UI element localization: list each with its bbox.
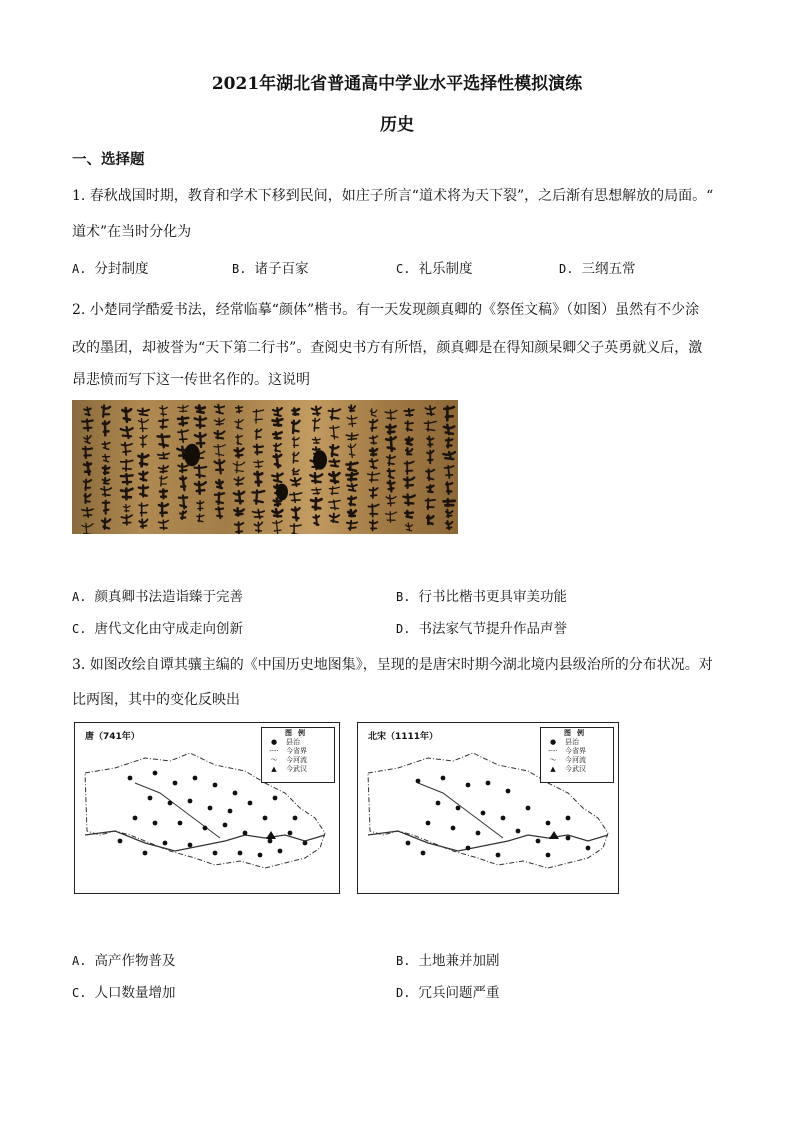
county-seat-dot xyxy=(258,853,263,858)
brush-stroke xyxy=(293,452,299,463)
brush-stroke xyxy=(273,408,282,416)
brush-stroke xyxy=(290,493,302,503)
brush-stroke xyxy=(121,474,133,484)
county-seat-dot xyxy=(203,826,208,831)
brush-stroke xyxy=(253,510,264,519)
brush-stroke xyxy=(139,485,148,496)
q1-stem-line1: 1. 春秋战国时期，教育和学术下移到民间，如庄子所言“道术将为天下裂”，之后渐有思想解放的局面。“ xyxy=(72,188,714,204)
brush-stroke xyxy=(427,516,433,524)
county-seat-dot xyxy=(426,821,431,826)
brush-stroke xyxy=(292,437,299,448)
brush-stroke xyxy=(347,416,357,427)
county-seat-dot xyxy=(421,851,426,856)
brush-stroke xyxy=(138,408,149,415)
brush-stroke xyxy=(348,497,356,506)
brush-stroke xyxy=(446,521,453,529)
line-icon: 〜 xyxy=(270,756,278,764)
brush-stroke xyxy=(346,433,358,440)
brush-stroke xyxy=(195,416,206,427)
brush-stroke xyxy=(84,480,91,491)
q3-option-b[interactable]: B. 土地兼并加剧 xyxy=(396,953,500,969)
wuhan-triangle xyxy=(549,831,559,839)
brush-stroke xyxy=(102,442,110,449)
legend-item-wuhan: ▲ 今武汉 xyxy=(265,765,331,774)
subject-title: 历史 xyxy=(380,115,414,135)
county-seat-dot xyxy=(213,783,218,788)
brush-stroke xyxy=(159,503,168,516)
brush-stroke xyxy=(330,445,338,456)
brush-stroke xyxy=(178,405,188,412)
brush-stroke xyxy=(196,406,205,413)
county-seat-dot xyxy=(416,779,421,784)
county-seat-dot xyxy=(546,821,551,826)
county-seat-dot xyxy=(536,839,541,844)
brush-stroke xyxy=(427,436,433,446)
brush-stroke xyxy=(215,460,225,474)
q3-option-d[interactable]: D. 冗兵问题严重 xyxy=(396,985,500,1001)
brush-stroke xyxy=(121,460,133,471)
county-seat-dot xyxy=(486,781,491,786)
brush-stroke xyxy=(329,487,339,495)
river-han xyxy=(135,783,220,838)
brush-stroke xyxy=(160,476,168,486)
brush-stroke xyxy=(403,495,414,505)
brush-stroke xyxy=(330,426,339,439)
brush-stroke xyxy=(255,429,261,439)
brush-stroke xyxy=(444,407,454,421)
brush-stroke xyxy=(254,460,263,468)
legend-heading: 图例 xyxy=(285,729,311,737)
county-seat-dot xyxy=(148,796,153,801)
brush-stroke xyxy=(385,410,397,420)
brush-stroke xyxy=(370,409,377,417)
county-seat-dot xyxy=(441,776,446,781)
brush-stroke xyxy=(84,494,90,503)
brush-stroke xyxy=(84,462,91,474)
brush-stroke xyxy=(347,521,357,530)
triangle-icon: ▲ xyxy=(550,765,556,773)
map-song-legend xyxy=(540,727,614,783)
brush-stroke xyxy=(370,520,378,530)
county-seat-dot xyxy=(223,823,228,828)
brush-stroke xyxy=(292,468,299,475)
q1-option-c[interactable]: C. 礼乐制度 xyxy=(396,261,473,277)
county-seat-dot xyxy=(451,826,456,831)
brush-stroke xyxy=(347,483,356,490)
brush-stroke xyxy=(122,408,131,422)
brush-stroke xyxy=(139,519,147,528)
brush-stroke xyxy=(139,454,149,466)
county-seat-dot xyxy=(143,851,148,856)
brush-stroke xyxy=(158,453,169,459)
brush-stroke xyxy=(386,437,396,451)
brush-stroke xyxy=(121,427,133,438)
county-seat-dot xyxy=(436,801,441,806)
legend-item-border: -·-· 今省界 xyxy=(544,747,610,756)
brush-stroke xyxy=(195,433,206,447)
line-icon: 〜 xyxy=(549,756,557,764)
county-seat-dot xyxy=(526,806,531,811)
brush-stroke xyxy=(348,510,356,516)
brush-stroke xyxy=(443,452,455,459)
brush-stroke xyxy=(178,464,188,473)
brush-stroke xyxy=(445,466,454,478)
legend-item-border: -·-· 今省界 xyxy=(265,747,331,756)
brush-stroke xyxy=(255,472,263,486)
brush-stroke xyxy=(102,405,110,416)
brush-stroke xyxy=(215,405,225,414)
q2-stem-line3: 昂悲愤而写下这一传世名作的。这说明 xyxy=(72,372,310,388)
q3-stem-line2: 比两图，其中的变化反映出 xyxy=(72,692,240,708)
brush-stroke xyxy=(83,447,92,458)
brush-stroke xyxy=(329,472,339,483)
county-seat-dot xyxy=(278,849,283,854)
county-seat-dot xyxy=(406,841,411,846)
county-seat-dot xyxy=(466,783,471,788)
brush-stroke xyxy=(158,434,170,447)
county-seat-dot xyxy=(496,853,501,858)
brush-stroke xyxy=(426,469,434,480)
brush-stroke xyxy=(103,455,110,462)
brush-stroke xyxy=(387,455,395,465)
brush-stroke xyxy=(235,419,243,428)
brush-stroke xyxy=(406,448,412,455)
county-seat-dot xyxy=(133,816,138,821)
brush-stroke xyxy=(370,448,377,455)
legend-item-county: ● 县治 xyxy=(544,738,610,747)
brush-stroke xyxy=(236,406,243,413)
brush-stroke xyxy=(178,430,188,442)
brush-stroke xyxy=(103,501,109,514)
brush-stroke xyxy=(82,419,93,430)
q1-option-a[interactable]: A. 分封制度 xyxy=(72,261,149,277)
brush-stroke xyxy=(101,487,112,497)
dash-dot-line-icon: -·-· xyxy=(548,747,558,755)
legend-item-river: 〜 今河流 xyxy=(265,756,331,765)
county-seat-dot xyxy=(208,806,213,811)
brush-stroke xyxy=(405,421,413,431)
brush-stroke xyxy=(424,421,436,431)
brush-stroke xyxy=(386,425,395,434)
q2-stem-line2: 改的墨团，却被誉为“天下第二行书”。查阅史书方有所悟，颜真卿是在得知颜杲卿父子英勇就义后，激 xyxy=(72,340,703,356)
brush-stroke xyxy=(368,472,380,482)
brush-stroke xyxy=(385,512,396,523)
county-seat-dot xyxy=(238,851,243,856)
ink-blot xyxy=(184,444,200,466)
q1-stem-line2: 道术”在当时分化为 xyxy=(72,224,192,240)
county-seat-dot xyxy=(456,806,461,811)
brush-stroke xyxy=(82,523,93,534)
map-song xyxy=(357,722,619,894)
brush-stroke xyxy=(328,409,340,420)
county-seat-dot xyxy=(233,791,238,796)
county-seat-dot xyxy=(501,816,506,821)
brush-stroke xyxy=(235,448,244,457)
brush-stroke xyxy=(274,454,282,467)
brush-stroke xyxy=(311,498,322,509)
brush-stroke xyxy=(123,505,130,512)
county-seat-dot xyxy=(243,831,248,836)
brush-stroke xyxy=(253,410,263,423)
legend-item-wuhan: ▲ 今武汉 xyxy=(544,765,610,774)
brush-stroke xyxy=(179,496,187,509)
county-seat-dot xyxy=(178,821,183,826)
brush-stroke xyxy=(216,507,223,518)
q3-option-a[interactable]: A. 高产作物普及 xyxy=(72,953,176,969)
brush-stroke xyxy=(103,478,110,484)
brush-stroke xyxy=(234,508,243,515)
q3-stem-line1: 3. 如图改绘自谭其骧主编的《中国历史地图集》，呈现的是唐宋时期今湖北境内县级治所的分布状况。对 xyxy=(72,657,713,673)
county-seat-dot xyxy=(228,809,233,814)
brush-stroke xyxy=(215,418,225,425)
brush-stroke xyxy=(370,436,378,444)
brush-stroke xyxy=(388,469,395,478)
county-seat-dot xyxy=(288,831,293,836)
county-seat-dot xyxy=(293,816,298,821)
brush-stroke xyxy=(446,438,453,447)
county-seat-dot xyxy=(173,781,178,786)
brush-stroke xyxy=(349,405,355,411)
brush-stroke xyxy=(273,521,283,534)
county-seat-dot xyxy=(168,801,173,806)
q3-option-c[interactable]: C. 人口数量增加 xyxy=(72,985,176,1001)
county-seat-dot xyxy=(153,771,158,776)
brush-stroke xyxy=(312,488,321,495)
brush-stroke xyxy=(140,435,147,447)
legend-heading: 图例 xyxy=(564,729,590,737)
brush-stroke xyxy=(234,477,243,486)
brush-stroke xyxy=(82,508,93,518)
brush-stroke xyxy=(160,406,167,416)
brush-stroke xyxy=(404,477,414,488)
brush-stroke xyxy=(159,419,168,429)
brush-stroke xyxy=(233,462,245,473)
river-han xyxy=(418,783,503,838)
brush-stroke xyxy=(405,461,414,474)
county-seat-dot xyxy=(273,796,278,801)
brush-stroke xyxy=(444,499,455,506)
brush-stroke xyxy=(368,504,378,516)
legend-item-river: 〜 今河流 xyxy=(544,756,610,765)
ink-blot xyxy=(276,484,288,501)
brush-stroke xyxy=(103,466,109,474)
q2-option-c[interactable]: C. 唐代文化由守成走向创新 xyxy=(72,621,243,637)
brush-stroke xyxy=(160,490,167,499)
county-seat-dot xyxy=(153,821,158,826)
brush-stroke xyxy=(84,407,91,415)
brush-stroke xyxy=(370,488,378,498)
brush-stroke xyxy=(102,519,110,529)
brush-stroke xyxy=(312,406,321,415)
brush-stroke xyxy=(234,491,244,503)
brush-stroke xyxy=(291,478,301,486)
brush-stroke xyxy=(426,499,435,510)
brush-stroke xyxy=(405,511,413,518)
dot-icon: ● xyxy=(549,738,557,746)
county-seat-dot xyxy=(466,846,471,851)
brush-stroke xyxy=(330,514,339,523)
q1-option-d[interactable]: D. 三纲五常 xyxy=(559,261,636,277)
brush-stroke xyxy=(273,432,282,439)
brush-stroke xyxy=(272,509,282,517)
brush-stroke xyxy=(388,481,395,492)
county-seat-dot xyxy=(481,811,486,816)
brush-stroke xyxy=(195,482,206,494)
brush-stroke xyxy=(252,490,264,503)
county-seat-dot xyxy=(128,776,133,781)
county-seat-dot xyxy=(268,839,273,844)
brush-stroke xyxy=(180,476,186,490)
brush-stroke xyxy=(292,507,300,520)
map-tang xyxy=(74,722,340,894)
brush-stroke xyxy=(178,417,188,426)
brush-stroke xyxy=(254,522,262,532)
brush-stroke xyxy=(404,409,413,416)
brush-stroke xyxy=(159,466,169,473)
q1-option-b[interactable]: B. 诸子百家 xyxy=(232,261,309,277)
brush-stroke xyxy=(254,445,263,455)
brush-stroke xyxy=(348,444,356,457)
river-yangtze xyxy=(368,831,608,851)
brush-stroke xyxy=(347,462,358,470)
brush-stroke xyxy=(216,480,223,488)
brush-stroke xyxy=(313,515,319,525)
brush-stroke xyxy=(159,520,169,529)
brush-stroke xyxy=(406,523,413,531)
q2-stem-line1: 2. 小楚同学酷爱书法，经常临摹“颜体”楷书。有一天发现颜真卿的《祭侄文稿》（如图）虽然有不少涂 xyxy=(72,302,700,318)
brush-stroke xyxy=(446,482,452,494)
county-seat-dot xyxy=(506,789,511,794)
county-seat-dot xyxy=(566,836,571,841)
exam-title: 2021年湖北省普通高中学业水平选择性模拟演练 xyxy=(211,74,583,94)
brush-stroke xyxy=(121,488,132,499)
brush-stroke xyxy=(215,431,225,439)
map-song-title: 北宋（1111年） xyxy=(366,729,440,742)
county-seat-dot xyxy=(566,816,571,821)
brush-stroke xyxy=(310,473,322,483)
triangle-icon: ▲ xyxy=(271,765,277,773)
calligraphy-strokes xyxy=(72,400,458,534)
brush-stroke xyxy=(427,485,434,492)
brush-stroke xyxy=(313,418,320,431)
map-tang-title: 唐（741年） xyxy=(83,729,142,742)
brush-stroke xyxy=(347,473,358,480)
county-seat-dot xyxy=(193,776,198,781)
brush-stroke xyxy=(292,421,300,433)
dot-icon: ● xyxy=(270,738,278,746)
county-seat-dot xyxy=(586,846,591,851)
calligraphy-image xyxy=(72,400,458,534)
brush-stroke xyxy=(273,419,283,426)
brush-stroke xyxy=(215,493,224,504)
county-seat-dot xyxy=(248,801,253,806)
brush-stroke xyxy=(425,406,435,415)
brush-stroke xyxy=(84,436,91,444)
q2-option-b[interactable]: B. 行书比楷书更具审美功能 xyxy=(396,589,567,605)
county-seat-dot xyxy=(516,829,521,834)
county-seat-dot xyxy=(188,843,193,848)
brush-stroke xyxy=(121,443,132,455)
county-seat-dot xyxy=(213,851,218,856)
brush-stroke xyxy=(236,435,242,444)
brush-stroke xyxy=(272,474,283,482)
brush-stroke xyxy=(427,451,433,464)
county-seat-dot xyxy=(163,841,168,846)
brush-stroke xyxy=(194,466,206,478)
wuhan-triangle xyxy=(266,831,276,839)
county-seat-dot xyxy=(303,841,308,846)
county-seat-dot xyxy=(263,816,268,821)
brush-stroke xyxy=(139,503,148,516)
brush-stroke xyxy=(370,420,378,431)
brush-stroke xyxy=(139,472,147,481)
county-seat-dot xyxy=(476,831,481,836)
county-seat-dot xyxy=(118,839,123,844)
brush-stroke xyxy=(121,515,131,525)
brush-stroke xyxy=(329,459,339,466)
brush-stroke xyxy=(292,409,299,415)
q2-option-a[interactable]: A. 颜真卿书法造诣臻于完善 xyxy=(72,589,243,605)
map-tang-legend xyxy=(261,727,335,783)
brush-stroke xyxy=(444,425,454,434)
brush-stroke xyxy=(329,500,340,509)
brush-stroke xyxy=(406,438,412,445)
brush-stroke xyxy=(312,437,320,443)
brush-stroke xyxy=(290,524,301,534)
brush-stroke xyxy=(370,459,378,469)
section-heading: 一、选择题 xyxy=(72,151,145,168)
q2-option-d[interactable]: D. 书法家气节提升作品声誉 xyxy=(396,621,567,637)
county-seat-dot xyxy=(188,799,193,804)
dash-dot-line-icon: -·-· xyxy=(269,747,279,755)
brush-stroke xyxy=(235,522,243,534)
legend-item-county: ● 县治 xyxy=(265,738,331,747)
brush-stroke xyxy=(446,510,453,518)
brush-stroke xyxy=(197,501,204,511)
brush-stroke xyxy=(214,444,225,456)
brush-stroke xyxy=(180,511,186,518)
brush-stroke xyxy=(197,514,204,521)
brush-stroke xyxy=(386,495,396,506)
brush-stroke xyxy=(103,422,110,436)
brush-stroke xyxy=(138,419,148,432)
county-seat-dot xyxy=(546,853,551,858)
brush-stroke xyxy=(274,444,281,452)
ink-blot xyxy=(313,450,327,470)
